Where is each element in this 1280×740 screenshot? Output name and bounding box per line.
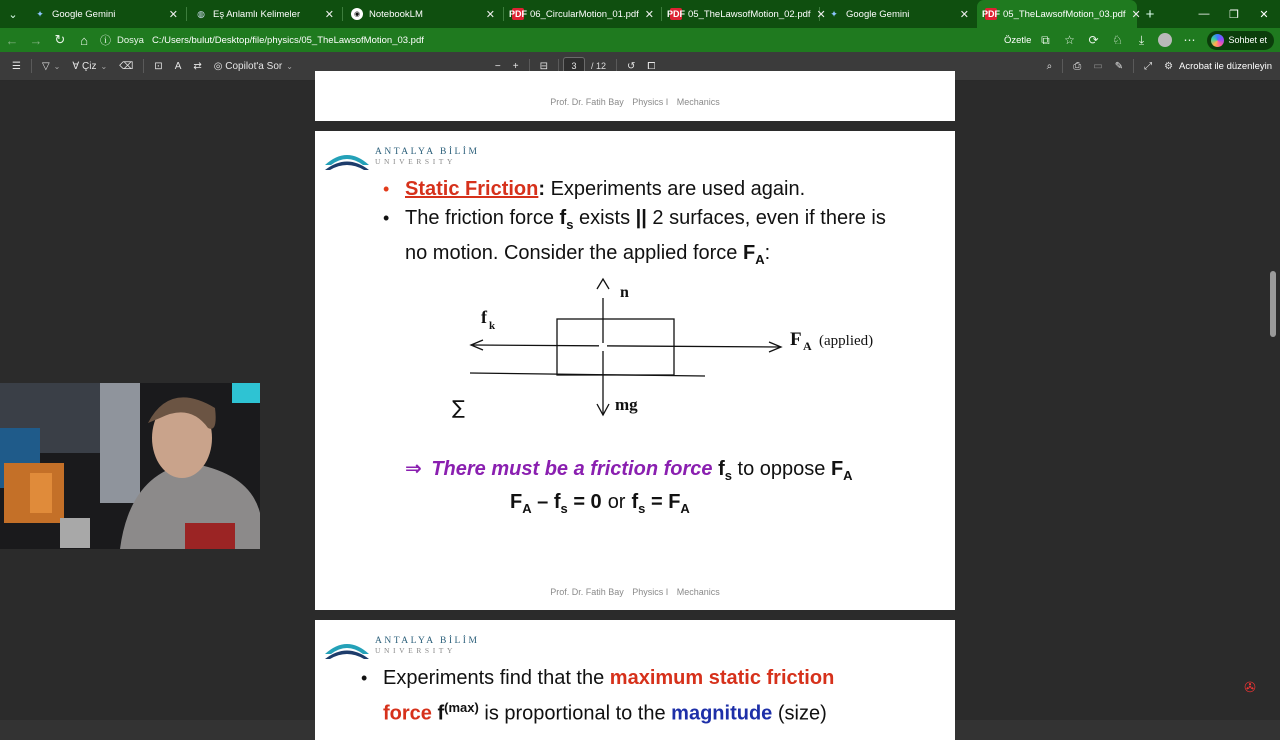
save-icon[interactable]: ▭ <box>1093 60 1103 72</box>
chevron-down-icon: ⌄ <box>53 61 61 71</box>
implies-arrow: ⇒ <box>405 458 422 480</box>
zoom-out-icon[interactable]: − <box>494 60 501 72</box>
logo-text <box>375 147 479 166</box>
conclusion-italic: There must be a friction force <box>431 458 713 480</box>
maximize-icon[interactable]: ❐ <box>1229 8 1239 21</box>
toolbar-divider <box>31 59 32 73</box>
eq-f: f <box>553 491 561 513</box>
webcam-video <box>0 383 260 549</box>
tab-label: Google Gemini <box>52 8 116 20</box>
symbol-f: f <box>437 702 445 725</box>
globe-icon: ◍ <box>197 8 205 19</box>
search-icon[interactable]: ⌕ <box>1046 60 1053 72</box>
rotate-icon[interactable]: ↺ <box>627 60 636 72</box>
symbol-F: F <box>742 242 756 264</box>
label-applied: (applied) <box>819 333 874 349</box>
copilot-ask-label: Copilot'a Sor <box>225 60 283 72</box>
colon: : <box>538 178 546 200</box>
save-as-icon[interactable]: ✎ <box>1114 60 1124 72</box>
translate-icon[interactable]: ⇄ <box>193 60 202 72</box>
footer-course: Physics I <box>632 587 669 597</box>
logo-line2: UNIVERSITY <box>375 156 456 166</box>
eq-F: F <box>510 491 523 513</box>
bullet-friction-force <box>383 204 886 239</box>
sum-symbol: ∑ <box>452 397 465 419</box>
pdf-icon: PDF <box>982 9 1000 19</box>
copilot-ask-icon: ◎ <box>213 60 223 72</box>
horizontal-force-line <box>473 345 780 347</box>
toolbar-divider <box>1062 59 1063 73</box>
chevron-down-icon: ⌄ <box>100 61 108 71</box>
eq-F2: F <box>668 491 681 513</box>
eq-or: or <box>607 491 626 513</box>
footer-course: Physics I <box>632 97 669 107</box>
url-field[interactable] <box>100 30 424 50</box>
tab-label: Google Gemini <box>846 8 910 20</box>
free-body-diagram <box>452 277 905 427</box>
add-text-icon[interactable]: ⊡ <box>154 60 163 72</box>
close-window-icon[interactable]: ✕ <box>1259 8 1269 21</box>
tab-laws-of-motion-03-pdf[interactable] <box>977 0 1141 28</box>
tab-circular-motion-pdf[interactable] <box>504 0 661 28</box>
info-icon: ⓘ <box>100 35 111 47</box>
bullet-continuation <box>383 239 886 274</box>
block <box>557 319 674 375</box>
normal-arrow-head <box>597 279 609 289</box>
bullet-dot: • <box>361 668 368 688</box>
tab-label: 05_TheLawsofMotion_03.pdf <box>1003 8 1126 20</box>
eq-sub-A: A <box>522 501 532 516</box>
vertical-scrollbar[interactable] <box>1270 271 1276 337</box>
draw-label: Çiz <box>82 60 97 72</box>
slide-bullets <box>383 175 886 274</box>
logo-line1: ANTALYA BİLİM <box>375 146 480 157</box>
avatar <box>1158 33 1172 47</box>
bullet-dot: • <box>383 179 390 199</box>
close-tab-icon[interactable]: ✕ <box>485 8 495 21</box>
bullet-text: Experiments are used again. <box>545 178 806 200</box>
symbol-F: F <box>830 458 844 480</box>
close-tab-icon[interactable]: ✕ <box>324 8 334 21</box>
highlighter-icon: ▽ <box>41 60 50 72</box>
page-count: / 12 <box>591 61 607 71</box>
tab-label: 05_TheLawsofMotion_02.pdf <box>688 8 811 20</box>
bullet-text: Experiments find that the <box>383 667 610 689</box>
slide-footer <box>315 97 955 107</box>
eq-equals: = <box>645 491 669 513</box>
equilibrium-equation <box>510 491 690 516</box>
label-mg: mg <box>615 395 638 414</box>
fit-page-icon[interactable]: ⊟ <box>539 60 548 72</box>
symbol-f: f <box>718 458 725 480</box>
fullscreen-icon[interactable]: ⤢ <box>1144 60 1153 72</box>
pdf-page-3 <box>315 131 955 610</box>
parallel-symbol: || <box>635 207 647 229</box>
close-tab-icon[interactable]: ✕ <box>168 8 178 21</box>
subscript-A: A <box>843 468 853 483</box>
new-tab-icon[interactable]: + <box>1145 5 1155 23</box>
highlight-red: force <box>383 702 432 725</box>
eq-f2: f <box>631 491 639 513</box>
bullet-static-friction <box>383 175 886 204</box>
eq-minus: – <box>531 491 554 513</box>
copilot-ask-button[interactable] <box>208 52 299 81</box>
minimize-icon[interactable]: — <box>1198 8 1210 20</box>
subscript-s: s <box>724 468 732 483</box>
eq-sub-s2: s <box>638 501 646 516</box>
copilot-chat-button[interactable] <box>1207 31 1274 50</box>
bullet-text: exists <box>573 207 636 229</box>
tab-actions-icon[interactable]: ⌄ <box>8 8 18 21</box>
highlight-blue: magnitude <box>671 702 773 725</box>
logo-text <box>375 636 479 655</box>
eq-sub-A2: A <box>680 501 690 516</box>
browser-tools <box>1004 28 1280 52</box>
tab-google-gemini-1[interactable] <box>26 0 186 28</box>
tab-google-gemini-2[interactable] <box>820 0 977 28</box>
pdf-icon: PDF <box>667 9 685 19</box>
close-tab-icon[interactable]: ✕ <box>959 8 969 21</box>
close-tab-icon[interactable]: ✕ <box>816 8 826 21</box>
pdf-page-2 <box>315 71 955 121</box>
university-logo <box>323 141 479 171</box>
chevron-down-icon: ⌄ <box>286 61 293 71</box>
page-number-input[interactable]: 3 <box>563 57 585 75</box>
subscript-A: A <box>755 252 765 267</box>
footer-author: Prof. Dr. Fatih Bay <box>550 587 624 597</box>
center-mark <box>599 343 607 351</box>
colon: : <box>764 242 771 264</box>
page-view-icon[interactable]: ⧠ <box>647 60 656 72</box>
draw-tool[interactable] <box>66 52 113 81</box>
favorite-star-icon[interactable]: ☆ <box>1064 33 1075 47</box>
bullet-text: The friction force <box>405 207 560 229</box>
logo-mark-icon <box>323 630 371 660</box>
webcam-overlay <box>0 383 260 549</box>
zoom-in-icon[interactable]: + <box>512 60 519 72</box>
footer-author: Prof. Dr. Fatih Bay <box>550 97 624 107</box>
label-n: n <box>620 284 629 301</box>
label-fk: f <box>481 307 487 327</box>
label-FA-sub: A <box>803 339 812 353</box>
bullet-text: is proportional to the <box>478 702 672 725</box>
bullet-text: 2 surfaces, even if there is <box>646 207 886 229</box>
close-tab-icon[interactable]: ✕ <box>644 8 655 21</box>
bullet-continuation <box>361 693 834 729</box>
browser-essentials-icon[interactable]: ♘ <box>1112 33 1123 47</box>
eraser-icon[interactable]: ⌫ <box>119 60 134 72</box>
tab-laws-of-motion-02-pdf[interactable] <box>662 0 826 28</box>
static-friction-title: Static Friction <box>405 178 539 200</box>
highlight-red: maximum static friction <box>609 667 835 689</box>
conclusion-line <box>405 456 853 483</box>
to-oppose: to oppose <box>731 458 831 480</box>
chat-label: Sohbet et <box>1228 35 1267 45</box>
extensions-icon[interactable]: ⟳ <box>1088 33 1099 47</box>
university-logo <box>323 630 479 660</box>
settings-gear-icon[interactable]: ⚙ <box>1164 60 1174 72</box>
bullet-dot: • <box>383 208 390 228</box>
slide-bullets <box>361 664 834 729</box>
gemini-icon: ✦ <box>830 8 838 19</box>
bullet-max-static-friction <box>361 664 834 693</box>
logo-line1: ANTALYA BİLİM <box>375 635 480 646</box>
label-FA: F <box>790 329 802 350</box>
slide-footer <box>315 587 955 597</box>
tab-label: NotebookLM <box>369 8 423 20</box>
more-icon[interactable]: ⋯ <box>1183 33 1196 47</box>
gemini-icon: ✦ <box>36 8 44 19</box>
contents-icon[interactable]: ☰ <box>12 60 21 72</box>
eq-zero: = 0 <box>567 491 602 513</box>
refresh-icon[interactable]: ↻ <box>54 32 66 47</box>
bullet-text: (size) <box>772 702 827 725</box>
tab-strip <box>0 0 1280 28</box>
subscript-s: s <box>566 217 574 232</box>
toolbar-divider <box>143 59 144 73</box>
read-aloud-icon[interactable]: A <box>174 60 182 72</box>
forward-icon[interactable]: → <box>29 32 43 48</box>
url-text: C:/Users/bulut/Desktop/file/physics/05_TheLawsofMotion_03.pdf <box>151 34 424 46</box>
url-scheme: Dosya <box>117 34 144 46</box>
pdf-icon: PDF <box>509 9 527 19</box>
summarize-button[interactable]: Özetle <box>1004 34 1032 46</box>
tab-label: Eş Anlamlı Kelimeler <box>213 8 301 20</box>
copilot-icon <box>1211 34 1224 47</box>
tab-es-anlamli[interactable] <box>187 0 342 28</box>
print-icon[interactable]: ⎙ <box>1073 60 1082 72</box>
label-fk-sub: k <box>489 320 496 332</box>
pdf-page-4 <box>315 620 955 740</box>
eq-sub-s: s <box>560 501 568 516</box>
profile-icon[interactable] <box>1153 28 1177 52</box>
footer-topic: Mechanics <box>676 97 720 107</box>
back-icon[interactable]: ← <box>5 32 19 48</box>
address-bar <box>0 28 1280 52</box>
tab-label: 06_CircularMotion_01.pdf <box>530 8 639 20</box>
logo-mark-icon <box>323 141 371 171</box>
symbol-f: f <box>559 207 567 229</box>
edit-with-acrobat-button[interactable]: Acrobat ile düzenleyin <box>1179 60 1272 72</box>
close-tab-icon[interactable]: ✕ <box>1131 8 1141 21</box>
bullet-text: no motion. Consider the applied force <box>405 242 743 264</box>
home-icon[interactable]: ⌂ <box>80 32 88 48</box>
downloads-icon[interactable]: ⤓ <box>1138 32 1145 47</box>
toolbar-divider <box>1133 59 1134 73</box>
acrobat-icon[interactable]: ✇ <box>1244 678 1256 695</box>
superscript-max: (max) <box>444 700 479 715</box>
tab-notebooklm[interactable] <box>343 0 503 28</box>
pen-icon: ∀ <box>72 60 80 72</box>
notebooklm-icon: ◉ <box>351 8 363 20</box>
highlight-tool[interactable] <box>36 52 66 81</box>
copilot-summarize-icon[interactable]: ⧉ <box>1041 32 1050 47</box>
footer-topic: Mechanics <box>676 587 720 597</box>
logo-line2: UNIVERSITY <box>375 645 456 655</box>
